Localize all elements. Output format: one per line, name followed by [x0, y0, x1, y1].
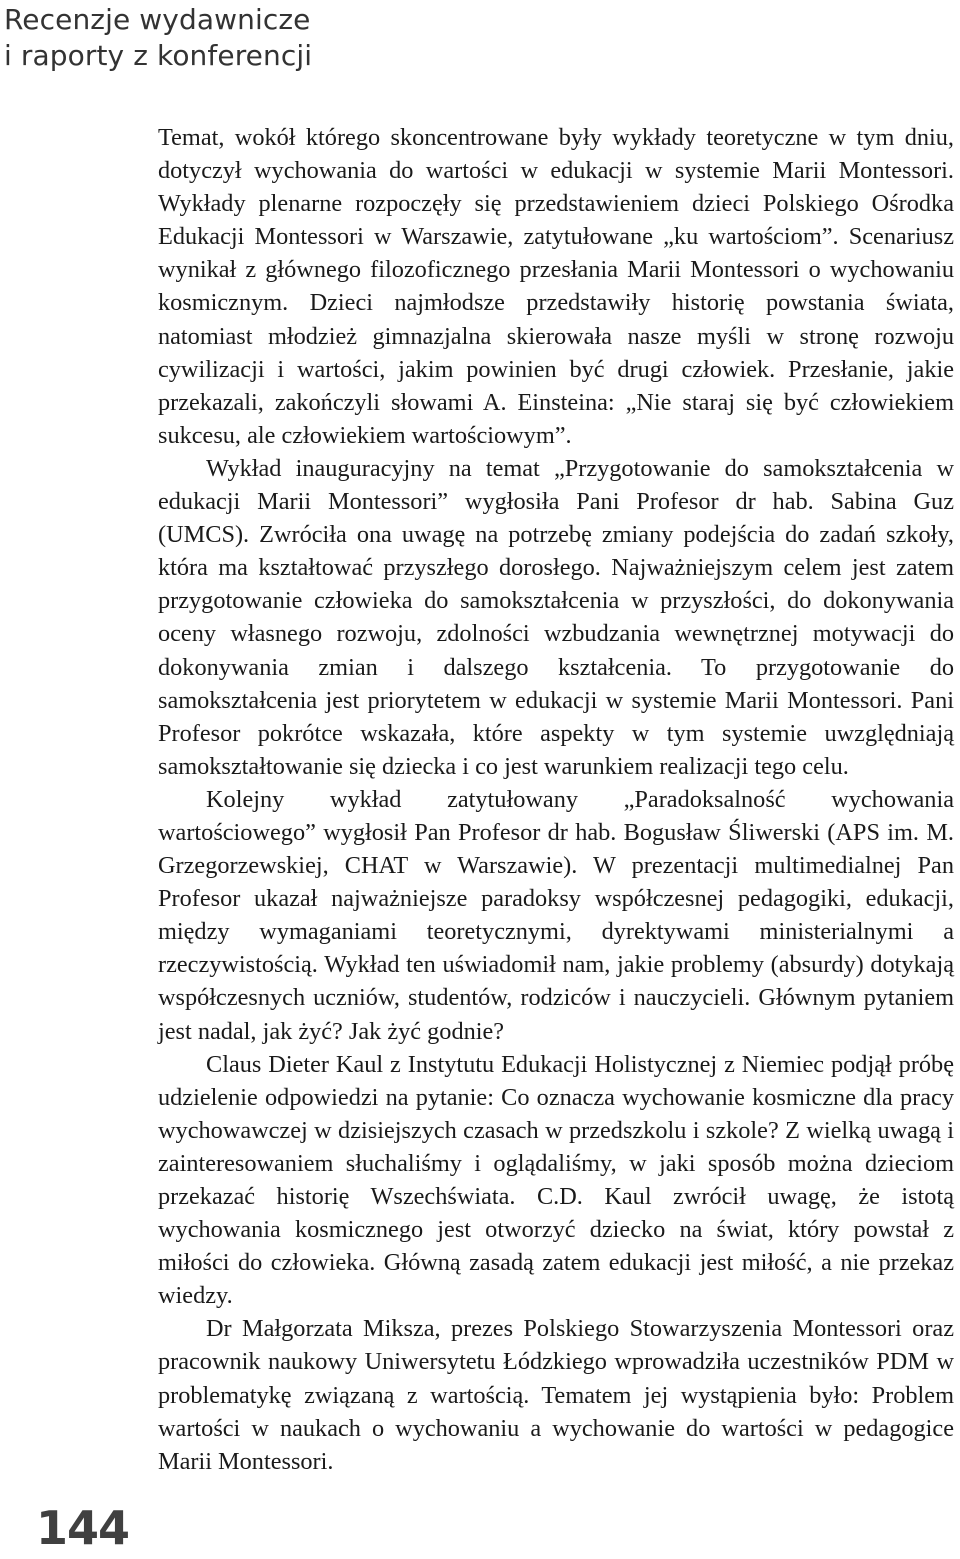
paragraph-values-lecture: Dr Małgorzata Miksza, prezes Polskiego Stowarzyszenia Montessori oraz pracownik naukowy Uniwersytetu Łódzkiego wprowadziła uczestników PDM w problematykę związaną z wartością. Tematem jej wystąpienia było: Problem wartości w naukach o wychowaniu a wychowanie do wartości w pedagogice Marii Montessori.	[158, 1315, 954, 1475]
paragraph-theme-intro: Temat, wokół którego skoncentrowane były wykłady teoretyczne w tym dniu, dotyczył wychowania do wartości w edukacji w systemie Marii Montessori. Wykłady plenarne rozpoczęły się przedstawieniem dzieci Polskiego Ośrodka Edukacji Montessori w Warszawie, zatytułowane „ku wartościom”. Scenariusz wynikał z głównego filozoficznego przesłania Marii Montessori o wychowaniu kosmicznym. Dzieci najmłodsze przedstawiły historię powstania świata, natomiast młodzież gimnazjalna skierowała nasze myśli w stronę rozwoju cywilizacji i wartości, jakim powinien być drugi człowiek. Przesłanie, jakie przekazali, zakończyli słowami A. Einsteina: „Nie staraj się być człowiekiem sukcesu, ale człowiekiem wartościowym”.	[158, 124, 954, 449]
paragraph-cosmic-education: Claus Dieter Kaul z Instytutu Edukacji Holistycznej z Niemiec podjął próbę udzielenie odpowiedzi na pytanie: Co oznacza wychowanie kosmiczne dla pracy wychowawczej w dzisiejszych czasach w przedszkolu i szkole? Z wielką uwagą i zainteresowaniem słuchaliśmy i oglądaliśmy, w jaki sposób można dzieciom przekazać historię Wszechświata. C.D. Kaul zwrócił uwagę, że istotą wychowania kosmicznego jest otworzyć dziecko na świat, który powstał z miłości do człowieka. Główną zasadą zatem edukacji jest miłość, a nie przekaz wiedzy.	[158, 1050, 954, 1310]
page-number: 144	[36, 1501, 130, 1555]
section-header-line-1: Recenzje wydawnicze	[4, 3, 311, 36]
section-header-line-2: i raporty z konferencji	[4, 39, 313, 72]
paragraph-paradox-lecture: Kolejny wykład zatytułowany „Paradoksalność wychowania wartościowego” wygłosił Pan Profesor dr hab. Bogusław Śliwerski (APS im. M. Grzegorzewskiej, CHAT w Warszawie). W prezentacji multimedialnej Pan Profesor ukazał najważniejsze paradoksy współczesnej pedagogiki, edukacji, między wymaganiami teoretycznymi, dyrektywami ministerialnymi a rzeczywistością. Wykład ten uświadomił nam, jakie problemy (absurdy) dotykają współczesnych uczniów, studentów, rodziców i nauczycieli. Głównym pytaniem jest nadal, jak żyć? Jak żyć godnie?	[158, 785, 954, 1045]
paragraph-inaugural-lecture: Wykład inauguracyjny na temat „Przygotowanie do samokształcenia w edukacji Marii Montessori” wygłosiła Pani Profesor dr hab. Sabina Guz (UMCS). Zwróciła ona uwagę na potrzebę zmiany podejścia do zadań szkoły, która ma kształtować przyszłego dorosłego. Najważniejszym celem jest zatem przygotowanie człowieka do samokształcenia w przyszłości, do dokonywania oceny własnego rozwoju, zdolności wzbudzania wewnętrznej motywacji do dokonywania zmian i dalszego kształcenia. To przygotowanie do samokształcenia jest priorytetem w edukacji w systemie Marii Montessori. Pani Profesor pokrótce wskazała, które aspekty w tym systemie uwzględniają samokształtowanie się dziecka i co jest warunkiem realizacji tego celu.	[158, 454, 954, 780]
article-body	[158, 121, 954, 1478]
section-header	[4, 2, 312, 74]
